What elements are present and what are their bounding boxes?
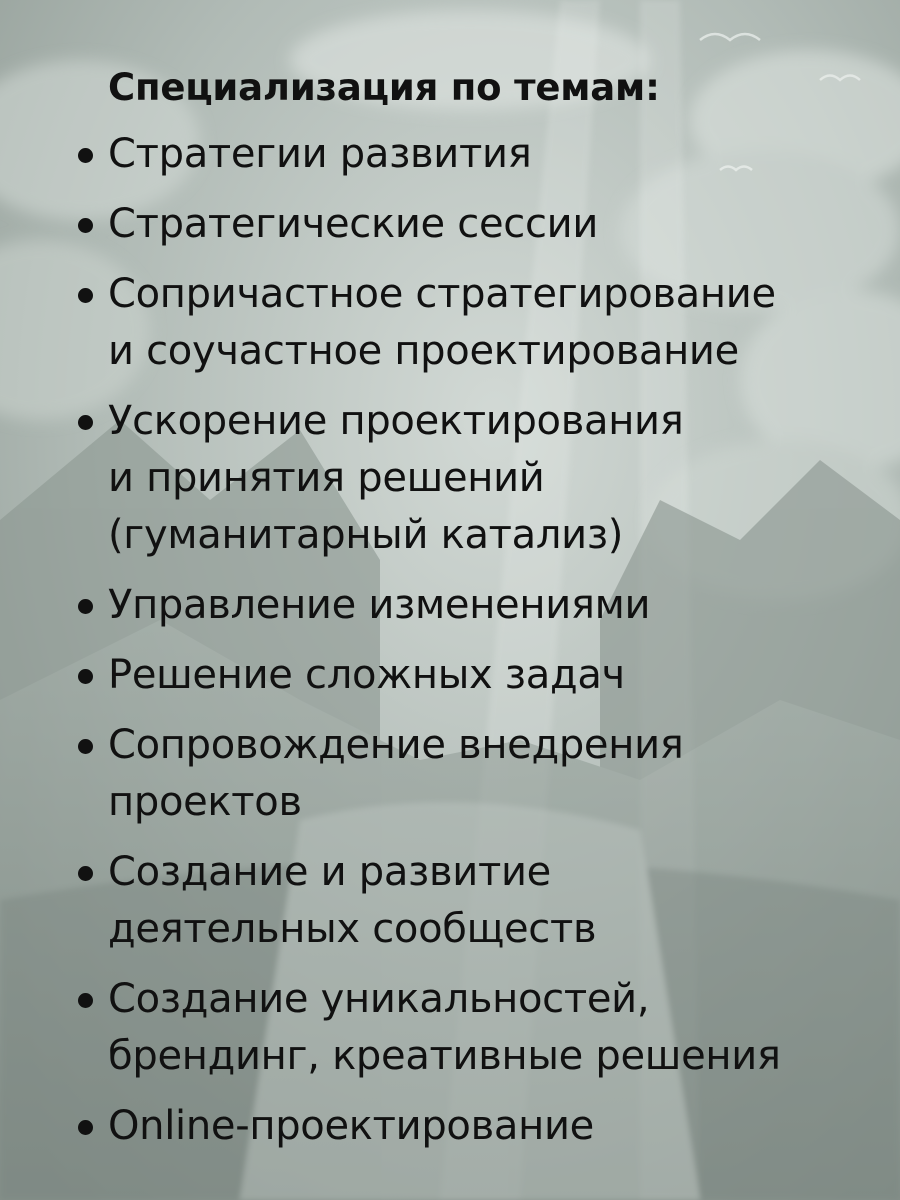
list-item-text-line: Сопричастное стратегирование — [108, 271, 776, 317]
bullet-icon — [78, 148, 93, 163]
list-item-text-line: брендинг, креативные решения — [108, 1033, 781, 1079]
list-item-text-line: Решение сложных задач — [108, 652, 625, 698]
bullet-icon — [78, 288, 93, 303]
list-item-text-line: и принятия решений — [108, 455, 545, 501]
list-item-text-line: Создание уникальностей, — [108, 976, 650, 1022]
list-item-text-line: Стратегические сессии — [108, 201, 599, 247]
bullet-icon — [78, 1120, 93, 1135]
list-item-text-line: Управление изменениями — [108, 582, 651, 628]
list-item — [78, 266, 878, 380]
list-item — [78, 577, 878, 634]
list-item — [78, 717, 878, 831]
topics-list — [78, 126, 878, 1155]
list-item — [78, 393, 878, 564]
list-item — [78, 971, 878, 1085]
list-item — [78, 126, 878, 183]
list-item-text-line: Ускорение проектирования — [108, 398, 684, 444]
list-item — [78, 1098, 878, 1155]
bullet-icon — [78, 739, 93, 754]
list-item — [78, 647, 878, 704]
bullet-icon — [78, 993, 93, 1008]
list-item — [78, 844, 878, 958]
list-item-text-line: Стратегии развития — [108, 131, 532, 177]
bullet-icon — [78, 866, 93, 881]
list-item-text-line: Сопровождение внедрения — [108, 722, 684, 768]
list-item-text-line: и соучастное проектирование — [108, 328, 739, 374]
list-item-text-line: деятельных сообществ — [108, 906, 597, 952]
bullet-icon — [78, 669, 93, 684]
list-item-text-line: проектов — [108, 779, 302, 825]
bullet-icon — [78, 218, 93, 233]
bullet-icon — [78, 599, 93, 614]
list-item-text-line: Online-проектирование — [108, 1103, 594, 1149]
list-item-text-line: (гуманитарный катализ) — [108, 512, 624, 558]
list-item — [78, 196, 878, 253]
section-heading: Специализация по темам: — [108, 66, 660, 109]
bullet-icon — [78, 415, 93, 430]
list-item-text-line: Создание и развитие — [108, 849, 551, 895]
specialization-section — [78, 58, 878, 1168]
